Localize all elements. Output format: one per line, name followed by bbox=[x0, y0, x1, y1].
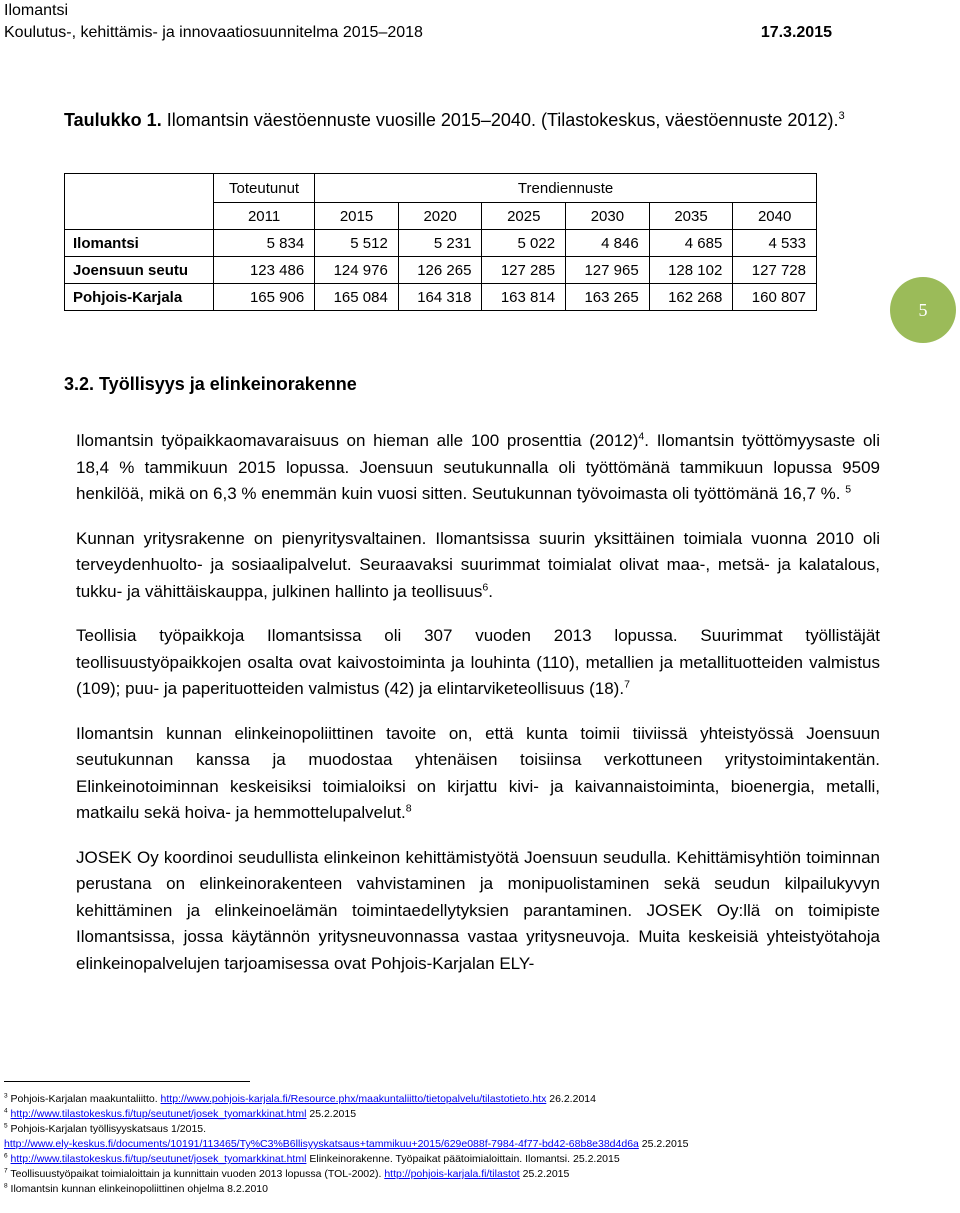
row-label: Ilomantsi bbox=[65, 230, 214, 257]
footnote-text: 25.2.2015 bbox=[519, 1168, 570, 1180]
table-group-row bbox=[65, 174, 817, 203]
table-corner-cell bbox=[65, 174, 214, 230]
year-header: 2015 bbox=[315, 203, 399, 230]
paragraph bbox=[76, 526, 880, 606]
footnote-link[interactable]: http://www.pohjois-karjala.fi/Resource.phx/maakuntaliitto/tietopalvelu/tilastotieto.htx bbox=[160, 1093, 547, 1105]
footnote-text: 25.2.2015 bbox=[638, 1138, 689, 1150]
year-header: 2011 bbox=[213, 203, 314, 230]
table-cell: 127 965 bbox=[566, 257, 650, 284]
footnote-number: 3 bbox=[4, 1092, 8, 1100]
table-cell: 126 265 bbox=[398, 257, 482, 284]
table-cell: 4 846 bbox=[566, 230, 650, 257]
footnote-number: 7 bbox=[4, 1167, 8, 1175]
table-cell: 163 265 bbox=[566, 284, 650, 311]
year-header: 2020 bbox=[398, 203, 482, 230]
table-row bbox=[65, 284, 817, 311]
year-header: 2030 bbox=[566, 203, 650, 230]
footnote-text: Pohjois-Karjalan työllisyyskatsaus 1/2015. bbox=[7, 1123, 207, 1135]
table-cell: 4 533 bbox=[733, 230, 817, 257]
footnote-rule bbox=[4, 1081, 250, 1082]
paragraph-text: Ilomantsin kunnan elinkeinopoliittinen tavoite on, että kunta toimii tiiviissä yhteistyössä Joensuun seutukunnan kanssa ja muodostaa yhtenäisen toisiinsa verkottuneen yritystoimintakentän. Elinkeinotoiminnan keskeisiksi toimialoiksi on kirjattu kivi- ja kaivannaistoiminta, bioenergia, metalli, matkailu sekä hoiva- ja hemmottelupalvelut. bbox=[76, 723, 880, 822]
page-header bbox=[4, 0, 832, 44]
table-cell: 165 084 bbox=[315, 284, 399, 311]
table-cell: 5 231 bbox=[398, 230, 482, 257]
table-caption-text: Ilomantsin väestöennuste vuosille 2015–2040. (Tilastokeskus, väestöennuste 2012). bbox=[161, 110, 839, 130]
body-text bbox=[76, 428, 880, 995]
footnote-ref: 6 bbox=[482, 580, 489, 593]
population-table bbox=[64, 173, 817, 311]
page-number-badge bbox=[890, 277, 956, 343]
year-header: 2035 bbox=[649, 203, 733, 230]
table-cell: 162 268 bbox=[649, 284, 733, 311]
footnote-text: Elinkeinorakenne. Työpaikat päätoimialoittain. Ilomantsi. 25.2.2015 bbox=[306, 1153, 620, 1165]
footnote-text: 25.2.2015 bbox=[306, 1108, 357, 1120]
paragraph bbox=[76, 428, 880, 508]
year-header: 2025 bbox=[482, 203, 566, 230]
table-cell: 164 318 bbox=[398, 284, 482, 311]
footnote-ref: 5 bbox=[845, 483, 852, 496]
footnote-text: Pohjois-Karjalan maakuntaliitto. bbox=[7, 1093, 161, 1105]
footnote-link[interactable]: http://www.ely-keskus.fi/documents/10191/113465/Ty%C3%B6llisyyskatsaus+tammikuu+2015/629e088f-7984-4f77-bd42-68b8e38d4d6a bbox=[4, 1138, 639, 1150]
footnote bbox=[4, 1152, 954, 1167]
header-date: 17.3.2015 bbox=[760, 24, 832, 41]
footnote-link[interactable]: http://www.tilastokeskus.fi/tup/seutunet/josek_tyomarkkinat.html bbox=[10, 1153, 307, 1165]
table-cell: 127 728 bbox=[733, 257, 817, 284]
footnote bbox=[4, 1107, 954, 1122]
table-cell: 5 512 bbox=[315, 230, 399, 257]
table-caption bbox=[64, 110, 845, 131]
footnotes bbox=[4, 1092, 954, 1197]
footnote-ref: 7 bbox=[624, 678, 630, 691]
footnote-number: 5 bbox=[4, 1122, 8, 1130]
footnote-text: Ilomantsin kunnan elinkeinopoliittinen ohjelma 8.2.2010 bbox=[7, 1183, 268, 1195]
footnote-text: Teollisuustyöpaikat toimialoittain ja kunnittain vuoden 2013 lopussa (TOL-2002). bbox=[7, 1168, 385, 1180]
table-row bbox=[65, 230, 817, 257]
page-number: 5 bbox=[918, 299, 928, 320]
footnote-number: 8 bbox=[4, 1182, 8, 1190]
paragraph bbox=[76, 623, 880, 703]
group-header-forecast: Trendiennuste bbox=[315, 174, 817, 203]
footnote-ref: 8 bbox=[405, 802, 412, 815]
paragraph-text: . Ilomantsin työttömyysaste oli 18,4 % tammikuun 2015 lopussa. Joensuun seutukunnalla oli työttömänä tammikuun lopussa 9509 henkilöä, mikä on 6,3 % enemmän kuin vuosi sitten. Seutukunnan työvoimasta oli työttömänä 16,7 %. bbox=[76, 431, 880, 503]
footnote-number: 6 bbox=[4, 1152, 8, 1160]
table-cell: 5 834 bbox=[213, 230, 314, 257]
section-heading: 3.2. Työllisyys ja elinkeinorakenne bbox=[64, 374, 357, 394]
table-cell: 165 906 bbox=[213, 284, 314, 311]
table-cell: 128 102 bbox=[649, 257, 733, 284]
footnote bbox=[4, 1122, 954, 1137]
table-cell: 127 285 bbox=[482, 257, 566, 284]
footnote-link[interactable]: http://www.tilastokeskus.fi/tup/seutunet/josek_tyomarkkinat.html bbox=[10, 1108, 307, 1120]
paragraph bbox=[76, 721, 880, 827]
footnote-text: 26.2.2014 bbox=[546, 1093, 596, 1105]
footnote bbox=[4, 1182, 954, 1197]
table-cell: 160 807 bbox=[733, 284, 817, 311]
footnote bbox=[4, 1137, 954, 1152]
row-label: Pohjois-Karjala bbox=[65, 284, 214, 311]
paragraph-text: JOSEK Oy koordinoi seudullista elinkeinon kehittämistyötä Joensuun seudulla. Kehittämisyhtiön toiminnan perustana on elinkeinorakenteen vahvistaminen ja monipuolistaminen sekä seudun kilpailukyvyn kehittäminen ja elinkeinoelämän toimintaedellytyksien parantaminen. JOSEK Oy:llä on toimipiste Ilomantsissa, jossa käytännön yritysneuvonnassa vastaa yritysneuvoja. Muita keskeisiä yhteistyötahoja elinkeinopalvelujen tarjoamisessa ovat Pohjois-Karjalan ELY- bbox=[76, 847, 880, 973]
table-cell: 5 022 bbox=[482, 230, 566, 257]
table-caption-ref: 3 bbox=[838, 110, 845, 122]
footnote bbox=[4, 1167, 954, 1182]
table-cell: 124 976 bbox=[315, 257, 399, 284]
group-header-actual: Toteutunut bbox=[213, 174, 314, 203]
paragraph-text: . bbox=[488, 581, 493, 601]
table-cell: 123 486 bbox=[213, 257, 314, 284]
footnote-number: 4 bbox=[4, 1107, 8, 1115]
header-subtitle: Koulutus-, kehittämis- ja innovaatiosuunnitelma 2015–2018 bbox=[4, 24, 423, 41]
table-row bbox=[65, 257, 817, 284]
header-title: Ilomantsi bbox=[4, 2, 69, 19]
paragraph-text: Ilomantsin työpaikkaomavaraisuus on hieman alle 100 prosenttia (2012) bbox=[76, 431, 639, 450]
footnote bbox=[4, 1092, 954, 1107]
footnote-ref: 4 bbox=[638, 430, 645, 443]
footnote-link[interactable]: http://pohjois-karjala.fi/tilastot bbox=[384, 1168, 520, 1180]
paragraph-text: Teollisia työpaikkoja Ilomantsissa oli 307 vuoden 2013 lopussa. Suurimmat työllistäjät teollisuustyöpaikkojen osalta ovat kaivostoiminta ja louhinta (110), metallien ja metallituotteiden valmistus (109); puu- ja paperituotteiden valmistus (42) ja elintarviketeollisuus (18). bbox=[76, 626, 880, 698]
year-header: 2040 bbox=[733, 203, 817, 230]
table-cell: 4 685 bbox=[649, 230, 733, 257]
table-caption-label: Taulukko 1. bbox=[64, 110, 162, 130]
paragraph bbox=[76, 845, 880, 978]
paragraph-text: Kunnan yritysrakenne on pienyritysvaltainen. Ilomantsissa suurin yksittäinen toimiala vuonna 2010 oli terveydenhuolto- ja sosiaalipalvelut. Seuraavaksi suurimmat toimialat olivat maa-, metsä- ja kalatalous, tukku- ja vähittäiskauppa, julkinen hallinto ja teollisuus bbox=[76, 528, 880, 601]
table-cell: 163 814 bbox=[482, 284, 566, 311]
row-label: Joensuun seutu bbox=[65, 257, 214, 284]
